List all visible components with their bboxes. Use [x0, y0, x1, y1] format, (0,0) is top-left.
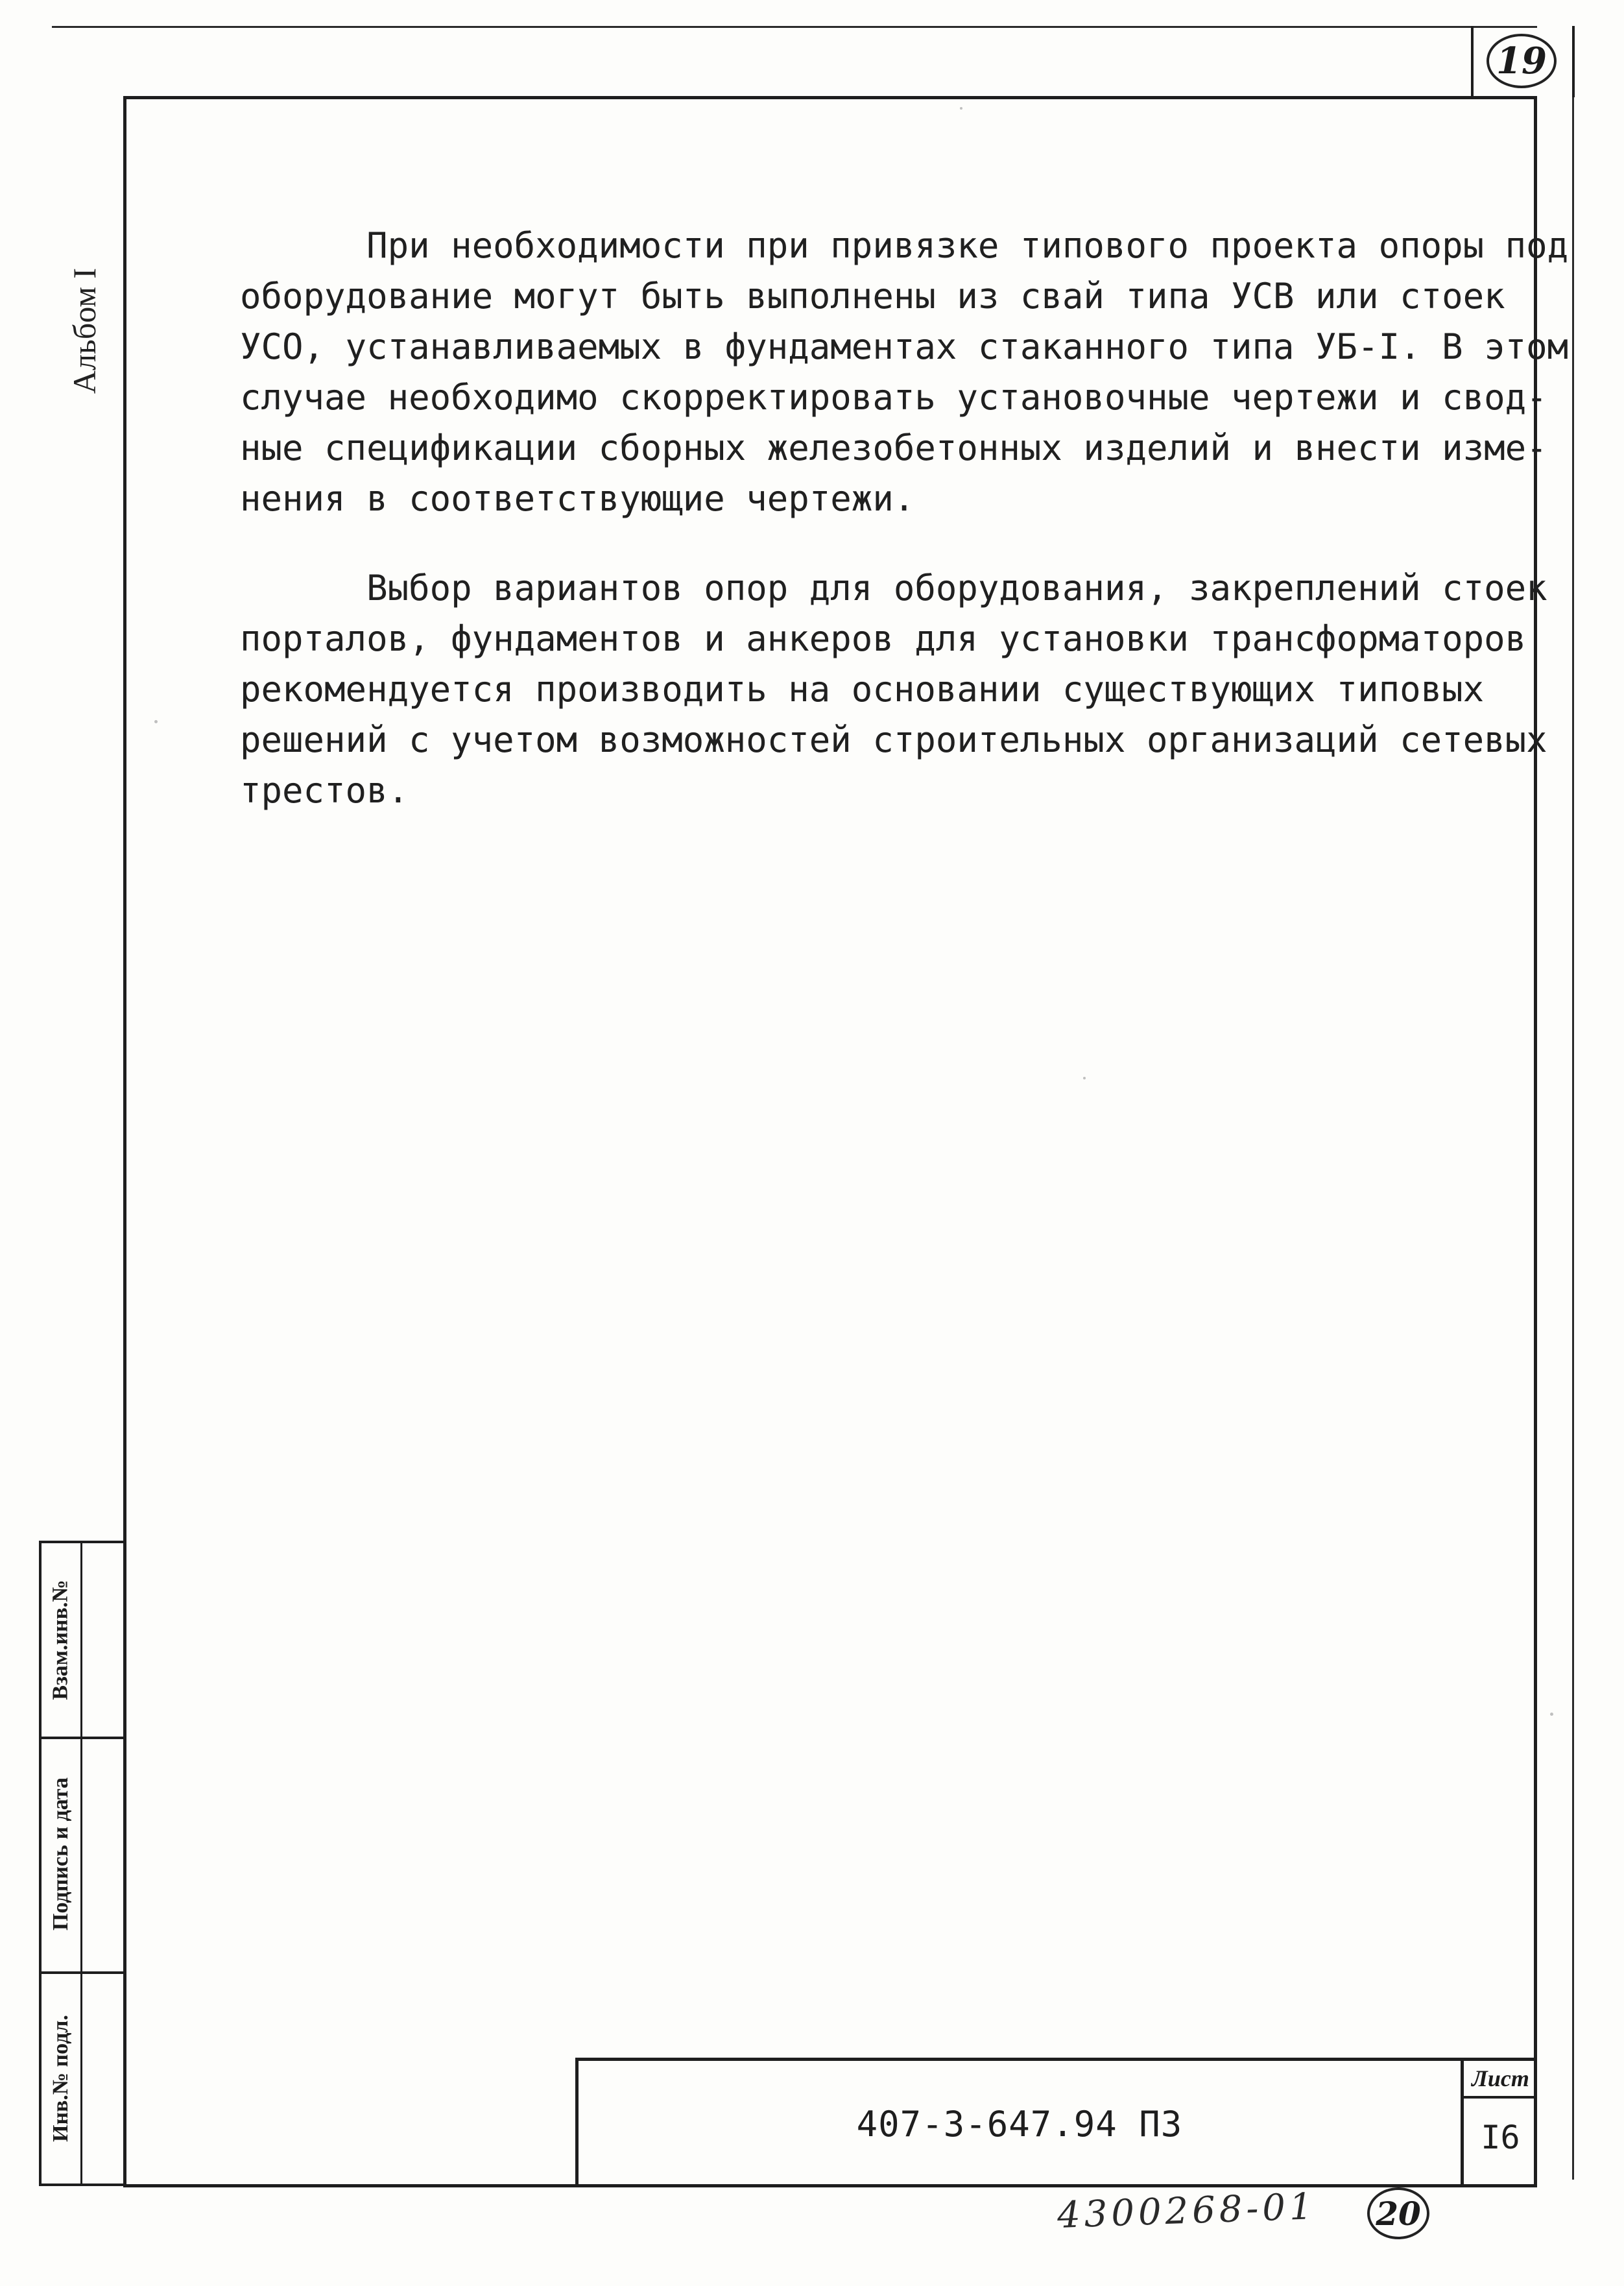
title-block	[575, 2058, 1537, 2187]
side-cell-signature-date	[42, 1737, 80, 1971]
handwritten-inventory-code: 4300268-01	[1056, 2185, 1317, 2237]
document-code-cell	[579, 2061, 1464, 2187]
document-code: 407-3-647.94 ПЗ	[856, 2104, 1183, 2145]
scan-speck	[1550, 1713, 1553, 1716]
sheet-number: I6	[1481, 2119, 1520, 2156]
sheet-label: Лист	[1464, 2061, 1537, 2099]
side-cell-label: Инв.№ подл.	[49, 2015, 73, 2142]
side-table-column-divider	[80, 1543, 82, 2184]
side-cell-label: Взам.инв.№	[49, 1580, 73, 1700]
sheet-cell	[1464, 2061, 1537, 2187]
handwritten-circled-number: 20	[1367, 2187, 1429, 2239]
album-label-container	[39, 234, 130, 428]
album-label: Альбом I	[66, 267, 103, 394]
scan-speck	[1083, 1077, 1086, 1079]
right-frame-line	[1572, 97, 1574, 2180]
scan-speck	[154, 720, 158, 723]
side-cell-replacement-inventory	[42, 1543, 80, 1737]
side-cell-label: Подпись и дата	[49, 1777, 73, 1931]
paragraph: Выбор вариантов опор для оборудования, закреплений стоек порталов, фундаментов и анкеров для установки трансформаторов рекомендуется производить на основании существующих типовых решений с учетом возможностей строительных организаций сетевых трестов.	[240, 568, 1547, 811]
body-text	[240, 221, 1569, 816]
scan-speck	[960, 107, 962, 110]
side-cell-original-inventory	[42, 1971, 80, 2185]
top-frame-line	[52, 26, 1537, 28]
sheet-stamp-circle: 19	[1487, 34, 1557, 88]
paragraph: При необходимости при привязке типового проекта опоры под оборудование могут быть выполнены из свай типа УСВ или стоек УСО, устанавливаемых в фундаментах стаканного типа УБ-I. В этом случае необходимо скорректировать установочные чертежи и свод- ные спецификации сборных железобетонных изделий и внести изме- нения в соответствующие чертежи.	[240, 225, 1569, 519]
side-stamp-table	[39, 1541, 126, 2186]
